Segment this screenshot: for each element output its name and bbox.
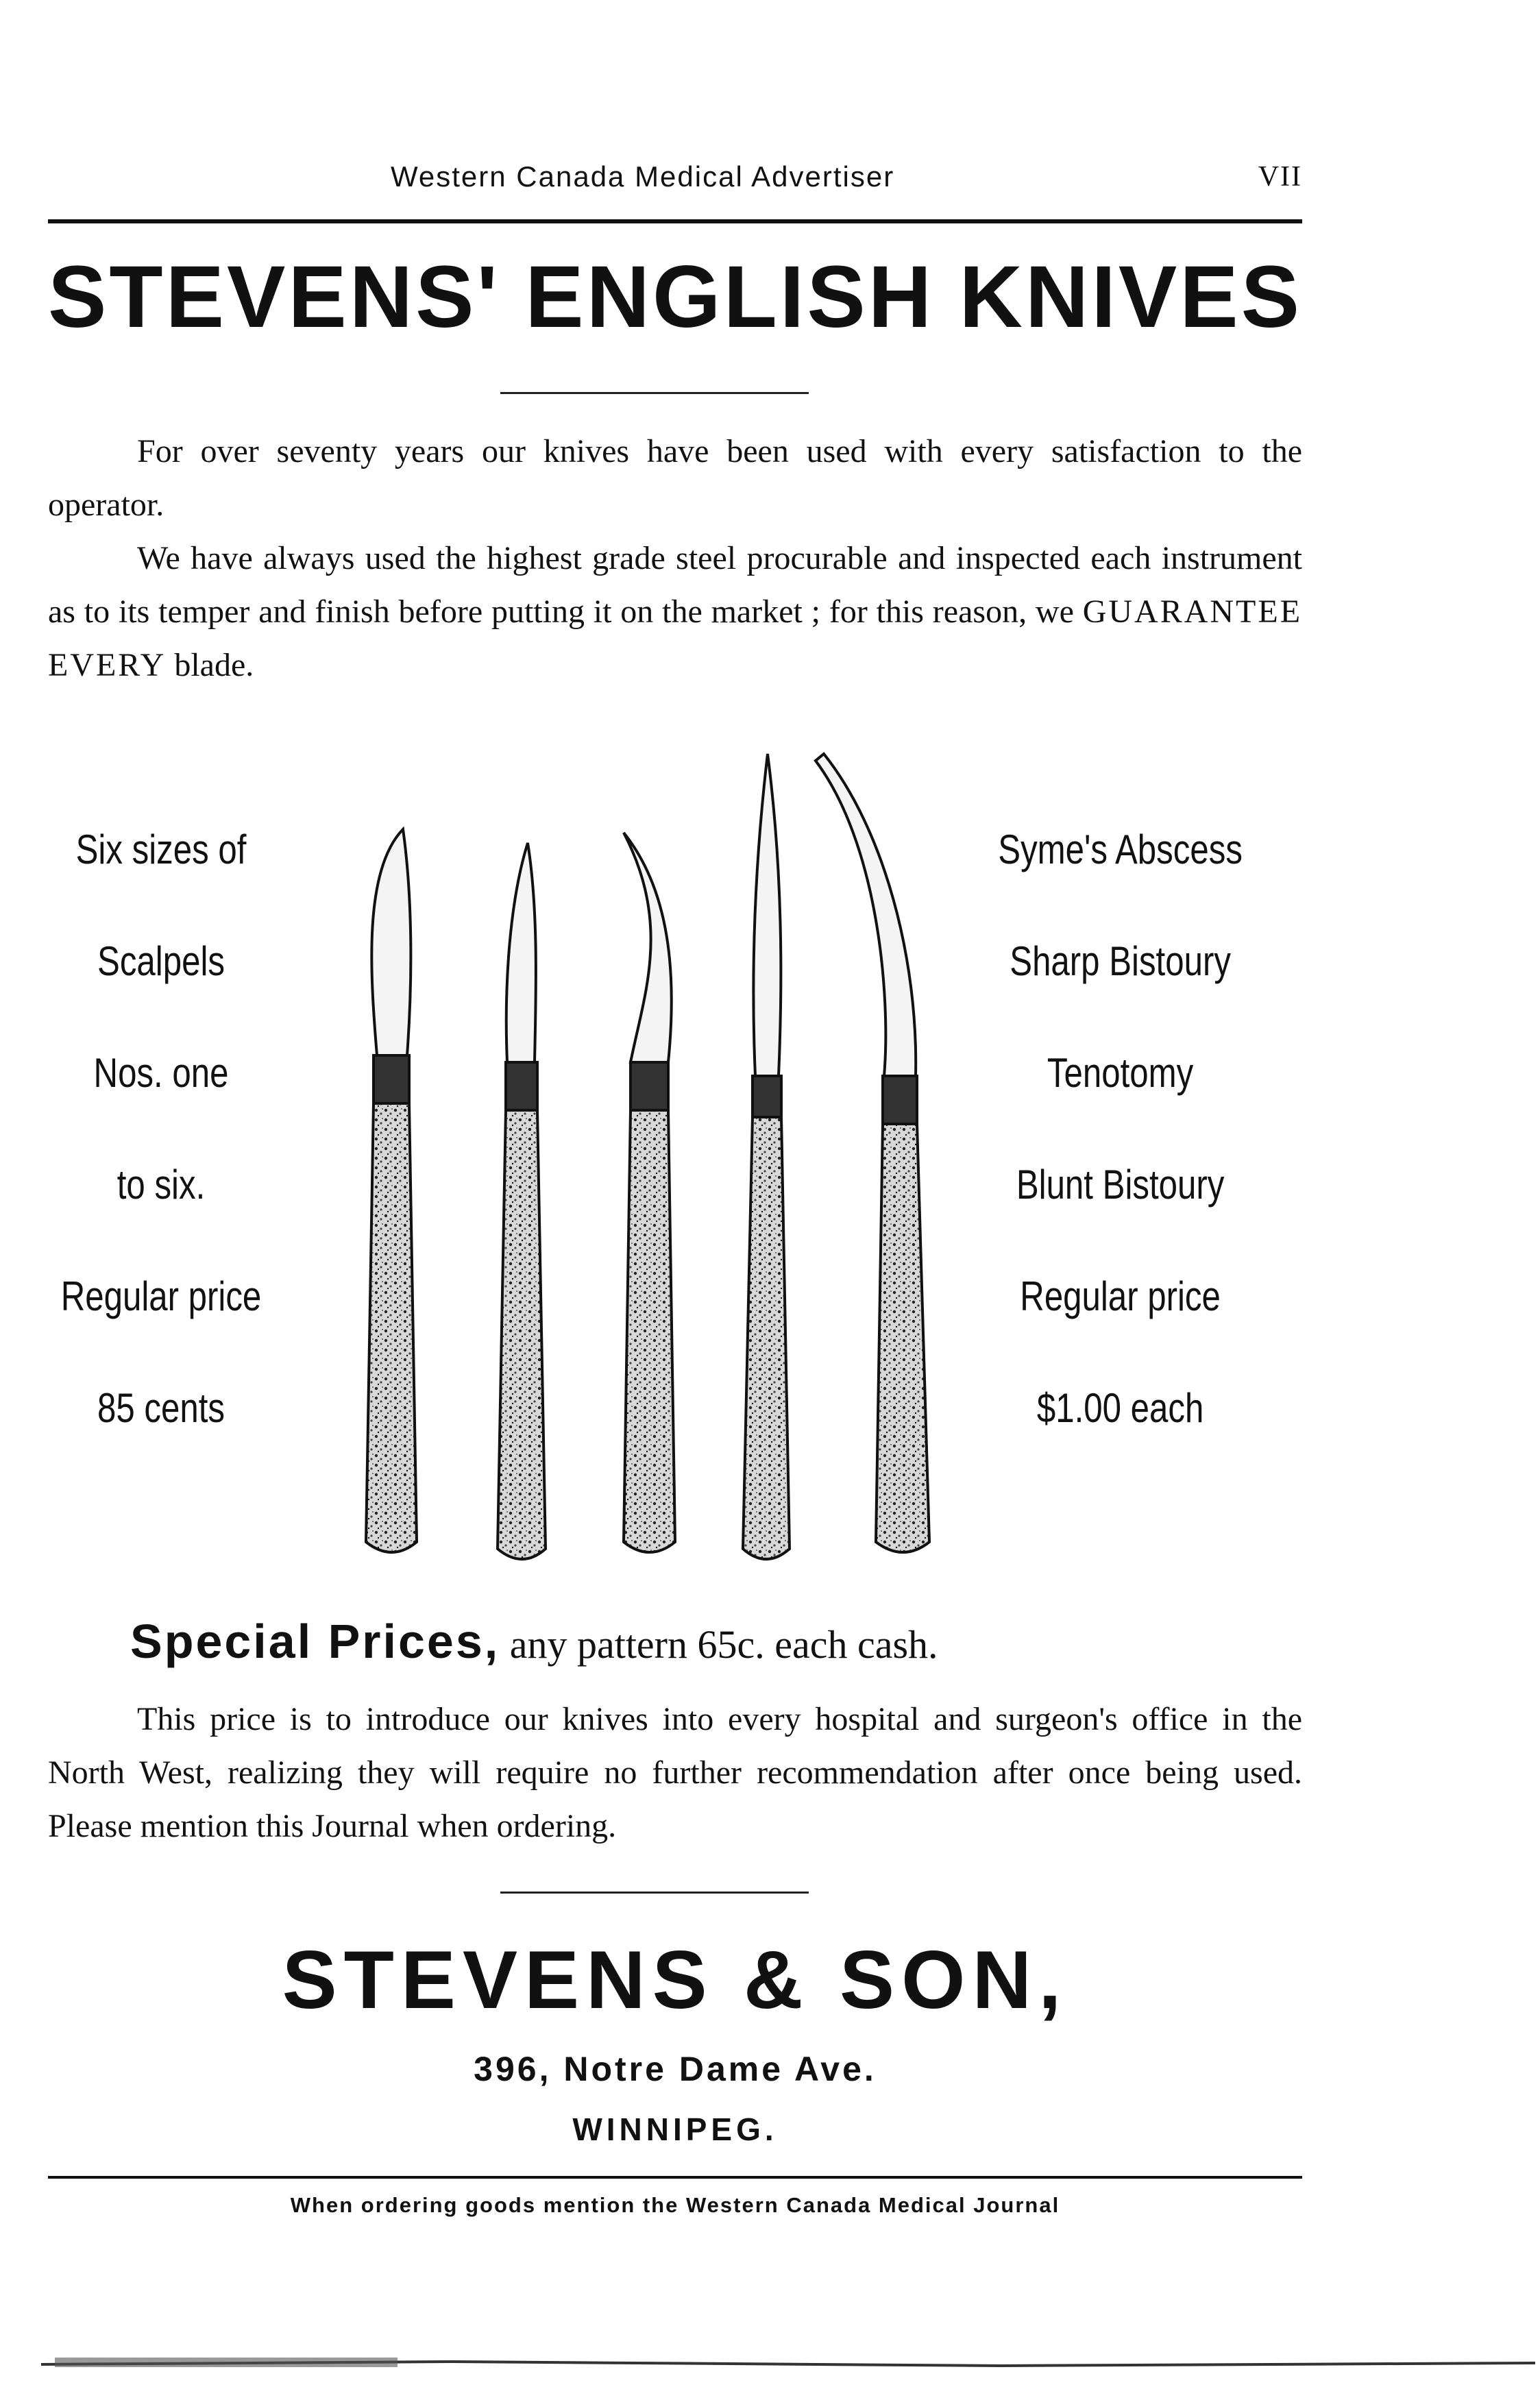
company-divider <box>500 1892 809 1894</box>
footer-rule <box>48 2176 1302 2179</box>
title-word-stevens: STEVENS' <box>48 248 500 346</box>
special-prices-line <box>130 1614 1309 1669</box>
introduction-offer-text <box>48 1693 1302 1853</box>
page-number: VII <box>1258 161 1302 193</box>
intro-p2-guarantee: GUARANTEE EVERY <box>48 593 1303 683</box>
right-line-1: Syme's Abscess <box>998 827 1243 872</box>
running-header <box>48 156 1302 204</box>
right-line-4: Blunt Bistoury <box>1016 1162 1225 1208</box>
scalpel-2 <box>498 843 546 1559</box>
special-prices-rest: any pattern 65c. each cash. <box>509 1622 938 1667</box>
intro-paragraph-2 <box>48 532 1302 692</box>
left-line-3: Nos. one <box>93 1050 229 1096</box>
journal-title: Western Canada Medical Advertiser <box>391 160 895 193</box>
intro-paragraph-1: For over seventy years our knives have been used with every satisfaction to the operator. <box>48 433 1302 523</box>
offer-paragraph: This price is to introduce our knives into every hospital and surgeon's office in the North West, realizing they will require no further recommendation after once being used. Please mention this Journal when ordering. <box>48 1701 1302 1844</box>
header-rule <box>48 219 1302 223</box>
right-line-2: Sharp Bistoury <box>1010 938 1231 984</box>
title-word-english: ENGLISH <box>525 248 935 346</box>
company-city: WINNIPEG. <box>572 2111 778 2147</box>
intro-text <box>48 425 1302 692</box>
blunt-bistoury <box>816 754 929 1552</box>
right-line-5: Regular price <box>1020 1273 1221 1319</box>
scalpels-description <box>21 826 302 1496</box>
right-line-6: $1.00 each <box>1036 1385 1204 1431</box>
left-line-1: Six sizes of <box>75 827 247 872</box>
title-word-knives: KNIVES <box>959 248 1302 346</box>
company-address: 396, Notre Dame Ave. <box>474 2050 877 2088</box>
scan-edge-artifact <box>41 2344 1535 2371</box>
intro-p2-end: blade. <box>174 647 254 683</box>
special-prices-lead: Special Prices, <box>130 1615 500 1668</box>
intro-p2-start: We have always used the highest grade steel procurable and inspected each instrument as to its temper and finish before putting it on the market ; for this reason, we <box>48 540 1302 630</box>
left-line-4: to six. <box>117 1162 206 1208</box>
knives-illustration <box>336 733 994 1583</box>
tenotomy-knife <box>624 833 675 1552</box>
scalpel-1 <box>366 829 417 1552</box>
left-line-2: Scalpels <box>97 938 225 984</box>
left-line-5: Regular price <box>60 1273 262 1319</box>
footer-note: When ordering goods mention the Western Canada Medical Journal <box>290 2193 1060 2217</box>
title-divider <box>500 392 809 394</box>
left-line-6: 85 cents <box>97 1385 225 1431</box>
company-name: STEVENS & SON, <box>282 1934 1068 2026</box>
bistoury-description <box>963 826 1278 1496</box>
sharp-bistoury <box>743 754 790 1559</box>
right-line-3: Tenotomy <box>1047 1050 1194 1096</box>
ad-title <box>48 247 1302 347</box>
